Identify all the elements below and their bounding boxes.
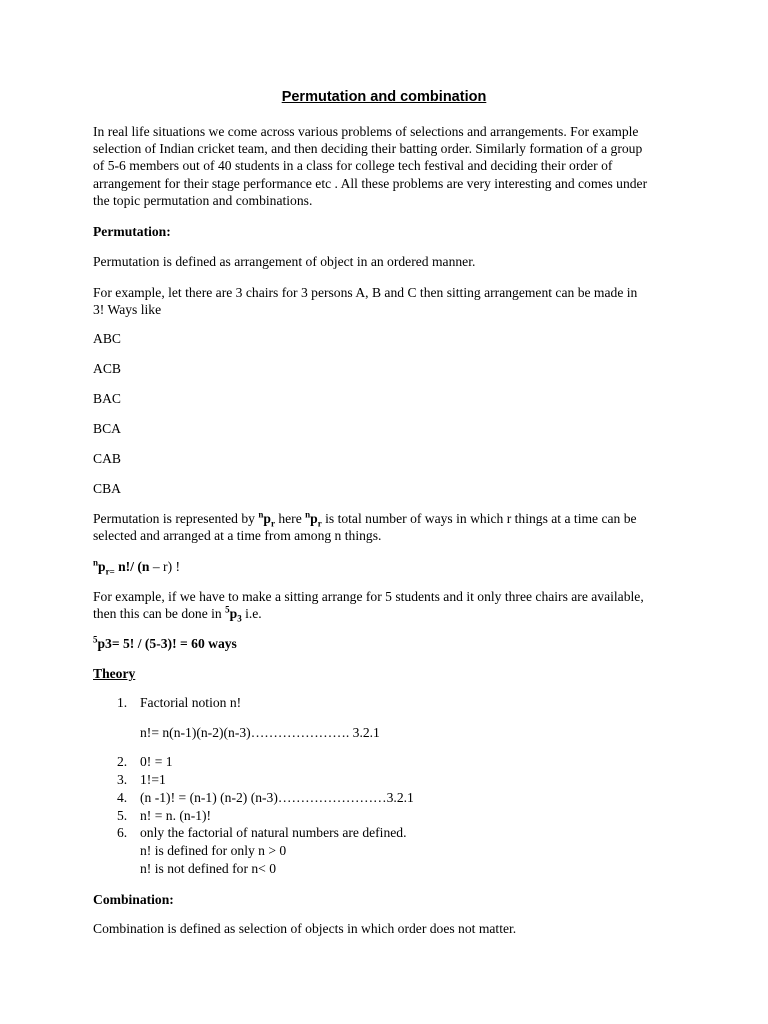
list-item-detail: n!= n(n-1)(n-2)(n-3)…………………. 3.2.1 [140, 725, 380, 740]
combination-definition: Combination is defined as selection of objects in which order does not matter. [93, 921, 517, 936]
permutation-heading: Permutation: [93, 224, 171, 239]
representation-line: selected and arranged at a time from among n things. [93, 528, 382, 543]
example-line: For example, if we have to make a sitting arrange for 5 students and it only three chairs are available, [93, 589, 644, 604]
subscript-r: r [270, 518, 275, 529]
arrangement-item: BCA [93, 421, 121, 436]
arrangement-item: CBA [93, 481, 121, 496]
list-number: 3. [117, 772, 128, 787]
symbol-p: p [98, 559, 106, 574]
page-title: Permutation and combination [281, 89, 487, 105]
arrangement-item: ABC [93, 331, 121, 346]
combination-heading: Combination: [93, 892, 174, 907]
superscript-5: 5 [93, 634, 98, 645]
result-text: p3= 5! / (5-3)! = 60 ways [97, 636, 237, 651]
intro-line: In real life situations we come across various problems of selections and arrangements. For example [93, 124, 639, 139]
list-item: (n -1)! = (n-1) (n-2) (n-3)……………………3.2.1 [140, 790, 414, 805]
intro-line: of 5-6 members out of 40 students in a class for college tech festival and deciding their order of [93, 158, 613, 173]
list-item: 0! = 1 [140, 754, 173, 769]
theory-heading: Theory [93, 666, 136, 681]
arrangement-item: CAB [93, 451, 121, 466]
formula-rest: – r) ! [149, 559, 181, 574]
list-item: 1!=1 [140, 772, 166, 787]
symbol-p: p [310, 511, 318, 526]
list-item: only the factorial of natural numbers are defined. [140, 825, 407, 840]
permutation-formula [93, 558, 180, 575]
subscript-r: r [317, 518, 322, 529]
representation-text: is total number of ways in which r things at a time can be [321, 511, 637, 526]
representation-text: Permutation is represented by [93, 511, 259, 526]
intro-line: arrangement for their stage performance etc . All these problems are very interesting and comes under [93, 176, 648, 191]
subscript-r: r= [105, 566, 115, 577]
example-text: i.e. [241, 606, 262, 621]
example-line [93, 605, 262, 622]
list-item-detail: n! is not defined for n< 0 [140, 861, 277, 876]
permutation-definition: Permutation is defined as arrangement of object in an ordered manner. [93, 254, 476, 269]
symbol-p: p [263, 511, 271, 526]
representation-text: here [274, 511, 306, 526]
subscript-3: 3 [237, 613, 242, 624]
list-item: n! = n. (n-1)! [140, 808, 212, 823]
list-number: 2. [117, 754, 128, 769]
list-number: 5. [117, 808, 128, 823]
intro-line: the topic permutation and combinations. [93, 193, 313, 208]
arrangement-item: BAC [93, 391, 121, 406]
list-number: 4. [117, 790, 128, 805]
representation-line [93, 510, 637, 527]
list-item: Factorial notion n! [140, 695, 242, 710]
list-number: 1. [117, 695, 128, 710]
superscript-n: n [258, 509, 264, 520]
list-number: 6. [117, 825, 128, 840]
superscript-5: 5 [225, 604, 230, 615]
intro-line: selection of Indian cricket team, and then deciding their batting order. Similarly formation of a group [93, 141, 643, 156]
formula-bold: n!/ (n [114, 559, 150, 574]
example-text: then this can be done in [93, 606, 226, 621]
symbol-p: p [229, 606, 238, 621]
list-item-detail: n! is defined for only n > 0 [140, 843, 287, 858]
superscript-n: n [93, 557, 99, 568]
arrangement-item: ACB [93, 361, 121, 376]
result-formula [93, 635, 237, 652]
example-line: For example, let there are 3 chairs for 3 persons A, B and C then sitting arrangement can be made in [93, 285, 638, 300]
example-line: 3! Ways like [93, 302, 162, 317]
superscript-n: n [305, 509, 311, 520]
